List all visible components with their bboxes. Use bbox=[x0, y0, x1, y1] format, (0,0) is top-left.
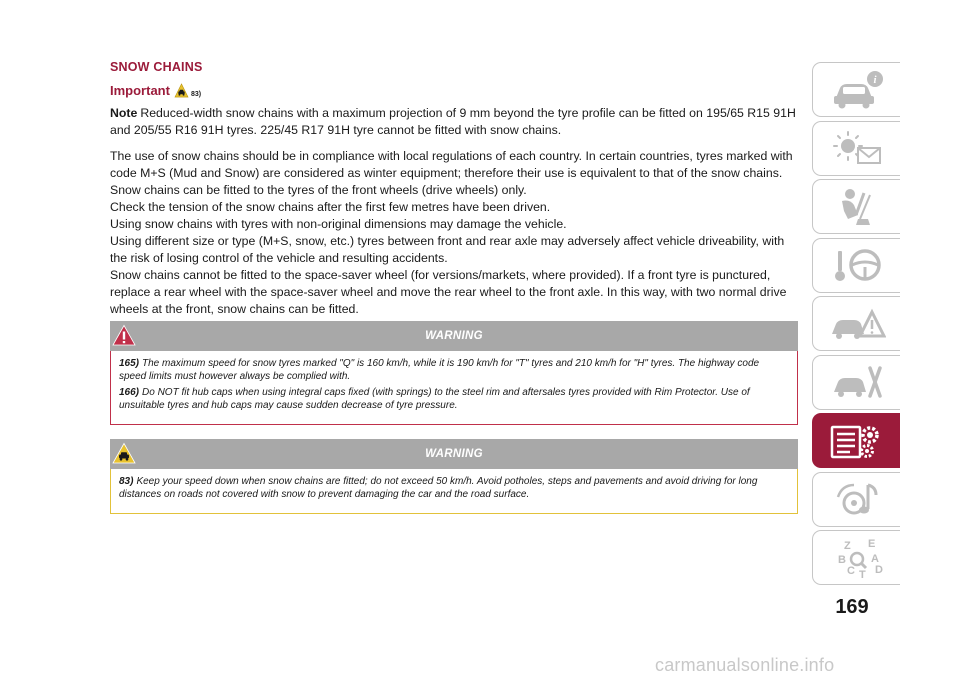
warning-header bbox=[110, 321, 798, 351]
watermark: carmanualsonline.info bbox=[655, 655, 835, 675]
body-text bbox=[110, 148, 800, 318]
multimedia-icon bbox=[828, 477, 886, 521]
body-paragraph: Using different size or type (M+S, snow, etc.) tyres between front and rear axle may adversely affect vehicle driveability, with the risk of losing control of the vehicle and resulting accidents. bbox=[110, 234, 785, 265]
warning-item bbox=[119, 476, 789, 501]
warning-ref: 165) bbox=[119, 358, 140, 369]
section-title: SNOW CHAINS bbox=[110, 60, 203, 74]
car-service-tools-icon bbox=[828, 360, 886, 404]
car-accident-triangle-icon bbox=[828, 302, 886, 346]
tab-index[interactable] bbox=[812, 530, 900, 585]
note-paragraph bbox=[110, 105, 800, 139]
warning-triangle-icon bbox=[112, 324, 136, 346]
warning-text: The maximum speed for snow tyres marked "Q" is 160 km/h, while it is 190 km/h for "T" tyres and 210 km/h for "H" tyres. The highway code speed limits must however always be complied with. bbox=[119, 358, 760, 382]
warning-item bbox=[119, 358, 789, 383]
svg-text:i: i bbox=[872, 73, 877, 86]
body-paragraph: Snow chains can be fitted to the tyres of the front wheels (drive wheels) only. bbox=[110, 183, 527, 197]
caution-car-triangle-icon bbox=[112, 442, 136, 464]
chapter-tabs bbox=[812, 62, 900, 589]
tab-instrument-panel[interactable] bbox=[812, 121, 900, 176]
technical-specs-gears-icon bbox=[828, 419, 886, 463]
tab-multimedia[interactable] bbox=[812, 472, 900, 527]
warning-title: WARNING bbox=[425, 448, 483, 460]
index-letter: Z bbox=[843, 539, 851, 552]
warning-item bbox=[119, 387, 789, 412]
warning-text: Keep your speed down when snow chains are fitted; do not exceed 50 km/h. Avoid potholes, steps and pavements and avoid driving for long distances on roads not covered with snow to prevent damaging the car and the road surface. bbox=[119, 476, 758, 500]
tab-in-an-emergency[interactable] bbox=[812, 296, 900, 351]
tab-knowing-your-car[interactable] bbox=[812, 62, 900, 117]
tab-servicing-care[interactable] bbox=[812, 355, 900, 410]
warning-body bbox=[110, 351, 798, 425]
warning-title: WARNING bbox=[425, 330, 483, 342]
warning-box-vehicle bbox=[110, 439, 798, 514]
important-label: Important bbox=[110, 83, 170, 98]
body-paragraph: Snow chains cannot be fitted to the space-saver wheel (for versions/markets, where provided). If a front tyre is punctured, replace a rear wheel with the space-saver wheel and move the rear wheel to the front axle. In this way, with two normal drive wheels at the front, snow chains can be fitted. bbox=[110, 268, 787, 316]
important-ref: 83) bbox=[190, 91, 202, 98]
warning-ref: 166) bbox=[119, 387, 140, 398]
note-text: Reduced-width snow chains with a maximum projection of 9 mm beyond the tyre profile can be fitted on 195/65 R15 91H and 205/55 R16 91H tyres. 225/45 R17 91H tyre cannot be fitted with snow chains. bbox=[110, 106, 796, 137]
tab-technical-specifications[interactable] bbox=[812, 413, 900, 468]
warning-header bbox=[110, 439, 798, 469]
airbag-seat-icon bbox=[828, 185, 886, 229]
key-steering-wheel-icon bbox=[828, 243, 886, 287]
index-letter: T bbox=[858, 568, 866, 580]
warning-lights-message-icon bbox=[828, 126, 886, 170]
important-row bbox=[110, 83, 800, 98]
alphabetical-index-icon bbox=[828, 536, 886, 580]
warning-ref: 83) bbox=[119, 476, 134, 487]
index-letter: B bbox=[837, 553, 846, 566]
tab-safety[interactable] bbox=[812, 179, 900, 234]
note-label: Note bbox=[110, 106, 138, 120]
index-letter: D bbox=[874, 563, 883, 576]
body-paragraph: Using snow chains with tyres with non-original dimensions may damage the vehicle. bbox=[110, 217, 567, 231]
tab-starting-driving[interactable] bbox=[812, 238, 900, 293]
warning-body bbox=[110, 469, 798, 514]
warning-box-safety bbox=[110, 321, 798, 425]
important-caution-icon bbox=[174, 83, 189, 98]
index-letter: C bbox=[846, 564, 855, 577]
main-content bbox=[110, 60, 800, 318]
body-paragraph: The use of snow chains should be in compliance with local regulations of each country. In certain countries, tyres marked with code M+S (Mud and Snow) are considered as winter equipment; therefore their use is equivalent to that of the snow chains. bbox=[110, 149, 793, 180]
warning-text: Do NOT fit hub caps when using integral caps fixed (with springs) to the steel rim and aftersales tyres provided with Rim Protector. Use of unsuitable tyres and hub caps may cause sudden decrease of tyre pressure. bbox=[119, 387, 750, 411]
index-letter: E bbox=[867, 537, 875, 550]
page-number: 169 bbox=[835, 596, 869, 618]
car-info-icon bbox=[828, 68, 886, 112]
index-letter: A bbox=[870, 552, 879, 565]
body-paragraph: Check the tension of the snow chains after the first few metres have been driven. bbox=[110, 200, 551, 214]
